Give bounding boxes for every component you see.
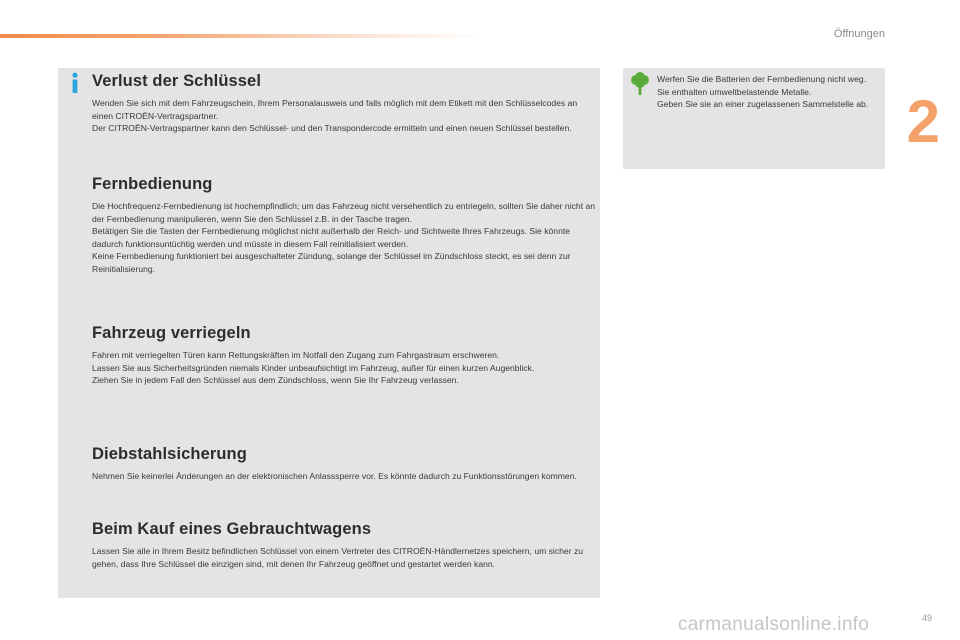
paragraph: Betätigen Sie die Tasten der Fernbedienung möglichst nicht außerhalb der Reich- und Sichtweite Ihres Fahrzeugs. Sie könnte dadurch funktionsuntüchtig werden und müsste in diesem Fall reinitialisiert werden. [92,226,571,249]
section-remote-control [92,175,598,276]
tree-icon [630,72,650,96]
paragraph: Nehmen Sie keinerlei Änderungen an der elektronischen Anlasssperre vor. Es könnte dadurch zu Funktionsstörungen kommen. [92,471,577,481]
paragraph: Lassen Sie alle in Ihrem Besitz befindlichen Schlüssel von einem Vertreter des CITROËN-Händlernetzes speichern, um sicher zu gehen, dass Ihre Schlüssel die einzigen sind, mit denen Ihr Fahrzeug geöffnet und gestartet werden kann. [92,546,584,569]
paragraph: Lassen Sie aus Sicherheitsgründen niemals Kinder unbeaufsichtigt im Fahrzeug, außer für einen kurzen Augenblick. [92,362,535,373]
section-anti-theft [92,445,598,483]
section-used-car [92,520,598,570]
header-accent-bar [0,34,480,38]
chapter-number: 2 [906,88,940,155]
environment-note-text [657,73,879,111]
paragraph: Die Hochfrequenz-Fernbedienung ist hochempfindlich; um das Fahrzeug nicht versehentlich zu entriegeln, sollten Sie daher nicht an der Fernbedienung manipulieren, wenn Sie den Schlüssel z.B. in der Tasche tragen. [92,201,596,224]
paragraph: Der CITROËN-Vertragspartner kann den Schlüssel- und den Transpondercode ermitteln und einen neuen Schlüssel bestellen. [92,123,572,134]
watermark: carmanualsonline.info [678,614,870,635]
heading-remote-control: Fernbedienung [92,175,213,193]
heading-vehicle-lock: Fahrzeug verriegeln [92,324,251,342]
paragraph: Werfen Sie die Batterien der Fernbedienung nicht weg. Sie enthalten umweltbelastende Metalle. [657,74,867,97]
heading-key-loss: Verlust der Schlüssel [92,72,262,90]
heading-anti-theft: Diebstahlsicherung [92,445,247,463]
page-number: 49 [921,613,932,623]
paragraph: Fahren mit verriegelten Türen kann Rettungskräften im Notfall den Zugang zum Fahrgastraum erschweren. [92,350,500,360]
info-icon [68,72,82,94]
paragraph: Geben Sie sie an einer zugelassenen Sammelstelle ab. [657,99,869,110]
heading-used-car: Beim Kauf eines Gebrauchtwagens [92,520,372,538]
paragraph: Ziehen Sie in jedem Fall den Schlüssel aus dem Zündschloss, wenn Sie Ihr Fahrzeug verlassen. [92,375,459,386]
section-title: Öffnungen [833,28,885,40]
section-vehicle-lock [92,324,598,387]
paragraph: Keine Fernbedienung funktioniert bei ausgeschalteter Zündung, solange der Schlüssel im Zündschloss steckt, es sei denn zur Reinitialisierung. [92,251,571,274]
paragraph: Wenden Sie sich mit dem Fahrzeugschein, Ihrem Personalausweis und falls möglich mit dem Etikett mit den Schlüsselcodes an einen CITROËN-Vertragspartner. [92,98,578,121]
section-key-loss [92,72,598,135]
